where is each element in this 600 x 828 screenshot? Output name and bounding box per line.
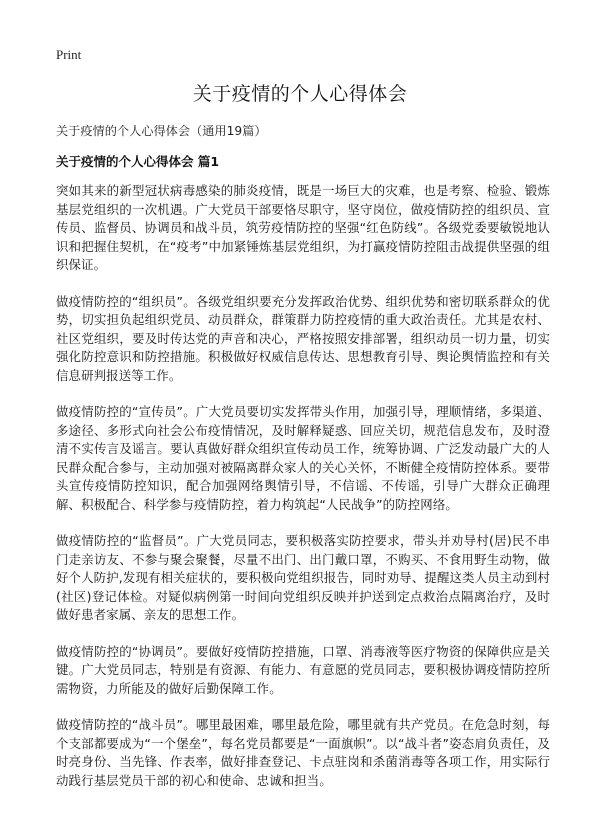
section-heading: 关于疫情的个人心得体会 篇1: [56, 154, 220, 169]
paragraph-organizer: 做疫情防控的“组织员”。各级党组织要充分发挥政治优势、组织优势和密切联系群众的优势，切实担负起组织党员、动员群众，群策群力防控疫情的重大政治责任。尤其是农村、社区党组织，要及时传达党的声音和决心，严格按照安排部署，组织动员一切力量，切实强化防控意识和防控措施。积极做好权威信息传达、思想教育引导、舆论舆情监控和有关信息研判报送等工作。: [56, 293, 550, 383]
document-subtitle: 关于疫情的个人心得体会（通用19篇）: [56, 124, 267, 138]
paragraph-intro: 突如其来的新型冠状病毒感染的肺炎疫情，既是一场巨大的灾难，也是考察、检验、锻炼基层党组织的一次机遇。广大党员干部要恪尽职守，坚守岗位，做疫情防控的组织员、宣传员、监督员、协调员和战斗员，筑劳疫情防控的坚强“红色防线”。各级党委要敏锐地认识和把握住契机，在“疫考”中加紧锤炼基层党组织，为打赢疫情防控阻击战提供坚强的组织保证。: [56, 183, 550, 272]
article-body: [56, 182, 550, 808]
paragraph-coordinator: 做疫情防控的“协调员”。要做好疫情防控措施，口罩、消毒液等医疗物资的保障供应是关键。广大党员同志，特别是有资源、有能力、有意愿的党员同志，要积极协调疫情防控所需物资，力所能及的做好后勤保障工作。: [56, 643, 550, 696]
paragraph-supervisor: 做疫情防控的“监督员”。广大党员同志，要积极落实防控要求，带头并劝导村(居)民不串门走亲访友、不参与聚会聚餐，尽量不出门、出门戴口罩，不购买、不食用野生动物，做好个人防护,发现有相关症状的，要积极向党组织报告，同时劝导、提醒这类人员主动到村(社区)登记体检。对疑似病例第一时间向党组织反映并护送到定点救治点隔离治疗，及时做好患者家属、亲友的思想工作。: [56, 533, 550, 622]
print-link[interactable]: Print: [56, 47, 82, 62]
paragraph-publicist: 做疫情防控的“宣传员”。广大党员要切实发挥带头作用，加强引导，理顺情绪，多渠道、多途径、多形式向社会公布疫情情况，及时解释疑惑、回应关切，规范信息发布，及时澄清不实传言及谣言。要认真做好群众组织宣传动员工作，统筹协调、广泛发动最广大的人民群众配合参与，主动加强对被隔离群众家人的关心关怀，不断健全疫情防控体系。要带头宣传疫情防控知识，配合加强网络舆情引导，不信谣、不传谣，引导广大群众正确理解、积极配合、科学参与疫情防控，着力构筑起“人民战争”的防控网络。: [56, 404, 550, 512]
page-title: 关于疫情的个人心得体会: [192, 83, 408, 105]
paragraph-fighter: 做疫情防控的“战斗员”。哪里最困难，哪里最危险，哪里就有共产党员。在危急时刻，每个支部都要成为“一个堡垒”，每名党员都要是“一面旗帜”。以“战斗者”姿态肩负责任，及时亮身份、当先锋、作表率，做好排查登记、卡点驻岗和杀菌消毒等各项工作，用实际行动践行基层党员干部的初心和使命、忠诚和担当。: [56, 717, 550, 788]
